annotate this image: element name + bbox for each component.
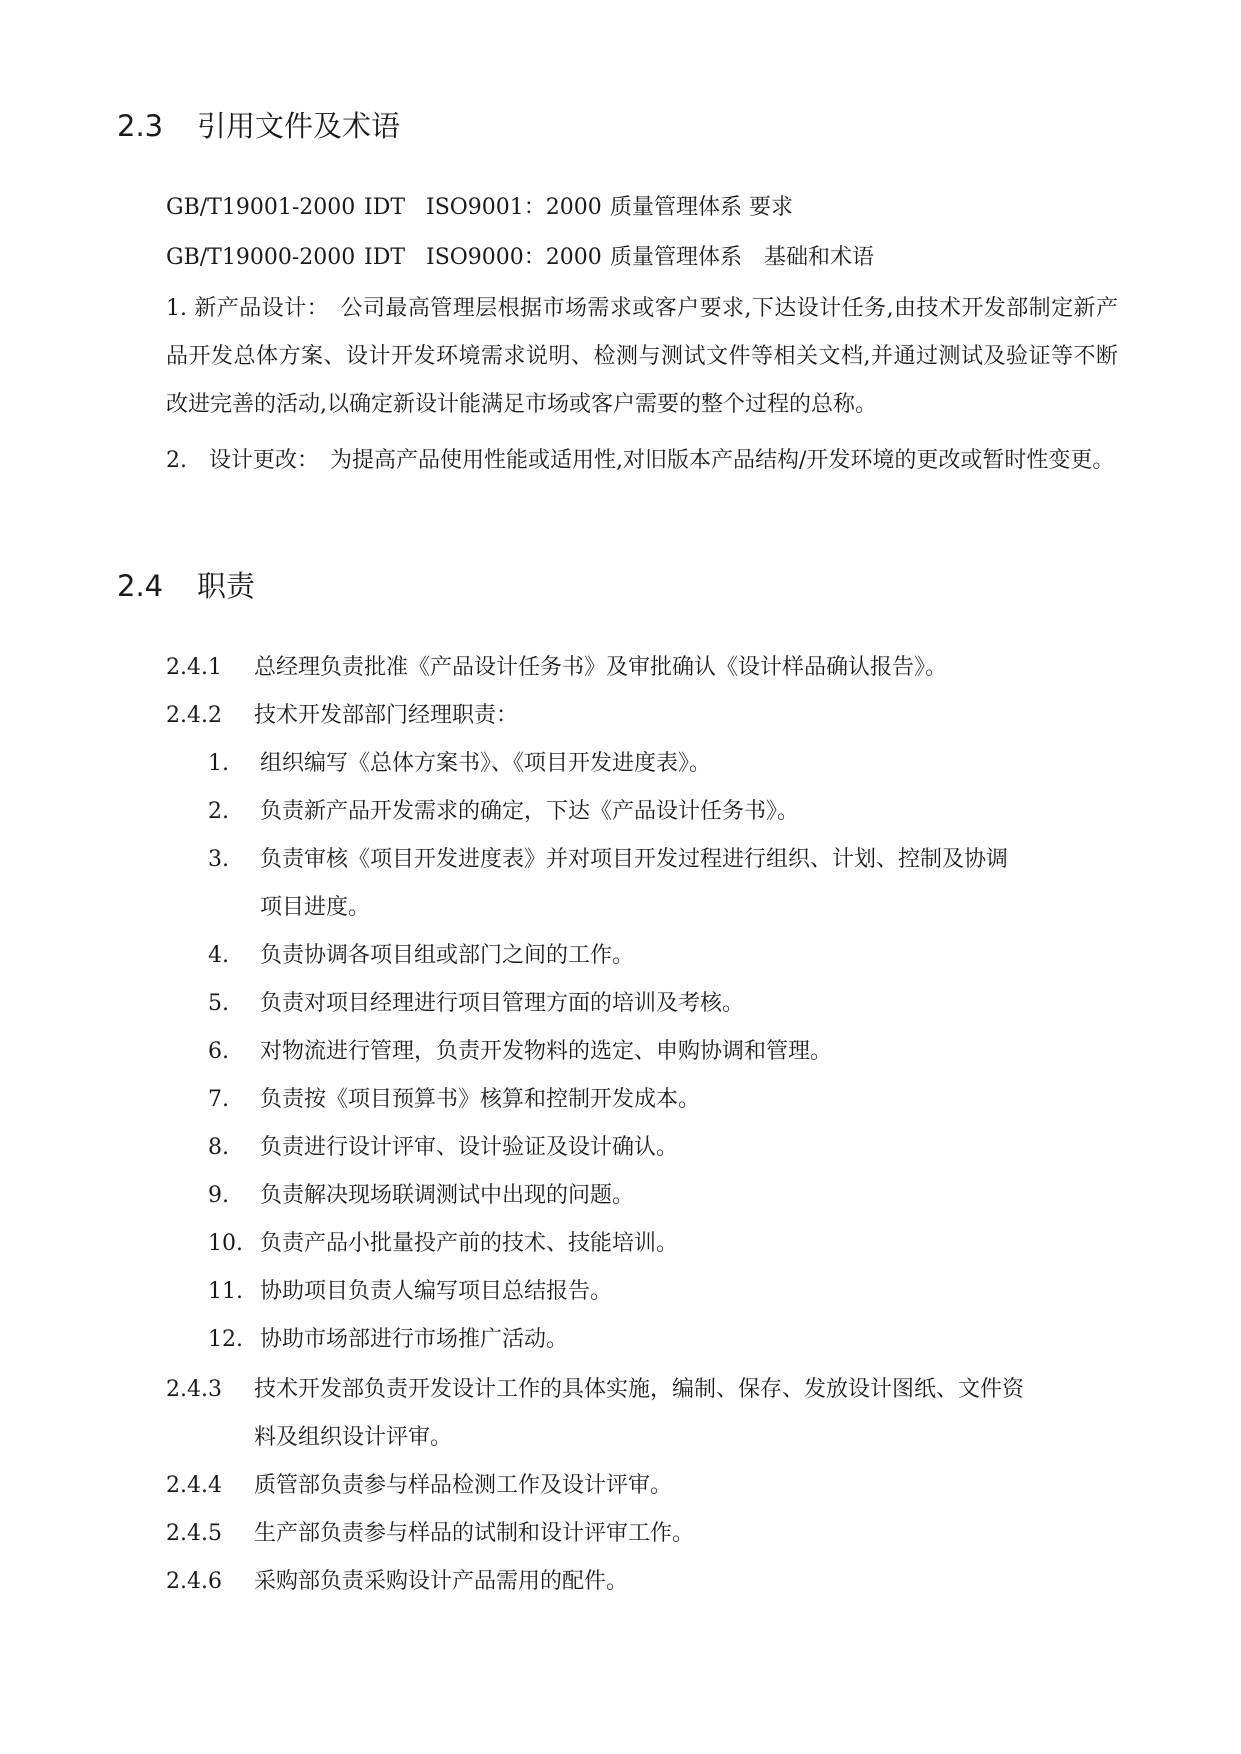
duty-list-item: [208, 797, 799, 827]
duty-text: 负责解决现场联调测试中出现的问题。: [260, 1183, 635, 1208]
section-title: 职责: [197, 569, 256, 603]
item-text: 技术开发部负责开发设计工作的具体实施，编制、保存、发放设计图纸、文件资: [254, 1377, 1025, 1402]
item-text: 生产部负责参与样品的试制和设计评审工作。: [254, 1521, 695, 1546]
duty-text: 组织编写《总体方案书》、《项目开发进度表》。: [260, 751, 712, 776]
item-number: 2.4.6: [166, 1569, 222, 1594]
item-number: 2.4.5: [166, 1521, 222, 1546]
responsibility-item: [166, 1375, 1024, 1405]
reference-line: [166, 243, 874, 273]
duty-text: 负责进行设计评审、设计验证及设计确认。: [260, 1135, 679, 1160]
duty-number: 5.: [208, 991, 229, 1016]
duty-number: 3.: [208, 847, 229, 872]
duty-list-item: [208, 749, 711, 779]
duty-list-item: [208, 1133, 678, 1163]
duty-number: 8.: [208, 1135, 229, 1160]
section-heading-2-3: [117, 108, 400, 144]
duty-list-item: [208, 1229, 678, 1259]
reference-name: 质量管理体系 要求: [610, 195, 793, 220]
duty-text: 负责协调各项目组或部门之间的工作。: [260, 943, 635, 968]
duty-text: 负责新产品开发需求的确定，下达《产品设计任务书》。: [260, 799, 800, 824]
duty-number: 12.: [208, 1327, 243, 1352]
section-title: 引用文件及术语: [197, 109, 401, 143]
duty-text: 协助市场部进行市场推广活动。: [260, 1327, 569, 1352]
duty-text: 协助项目负责人编写项目总结报告。: [260, 1279, 613, 1304]
duty-list-item: [208, 1277, 612, 1307]
responsibility-item: [166, 1471, 672, 1501]
duty-number: 4.: [208, 943, 229, 968]
item-text: 采购部负责采购设计产品需用的配件。: [254, 1569, 629, 1594]
duty-list-item: [208, 845, 1008, 875]
duty-list-item: [208, 1037, 832, 1067]
duty-list-item: [208, 989, 744, 1019]
reference-line: [166, 193, 793, 223]
reference-name: 质量管理体系 基础和术语: [610, 245, 875, 270]
responsibility-item: [166, 1567, 628, 1597]
section-number: 2.3: [117, 109, 164, 143]
item-number: 2.4.4: [166, 1473, 222, 1498]
duty-number: 9.: [208, 1183, 229, 1208]
reference-idt: IDT: [364, 195, 406, 220]
responsibility-item: [166, 1519, 694, 1549]
responsibility-item: [166, 653, 947, 683]
item-text-continuation: 料及组织设计评审。: [254, 1425, 453, 1450]
reference-idt: IDT: [364, 245, 406, 270]
item-number: 2.4.1: [166, 655, 222, 680]
item-text: 技术开发部部门经理职责：: [254, 703, 519, 728]
term-text: 1. 新产品设计： 公司最高管理层根据市场需求或客户要求,下达设计任务,由技术开发部制定新产品开发总体方案、设计开发环境需求说明、检测与测试文件等相关文档,并通过测试及验证等不断改进完善的活动,以确定新设计能满足市场或客户需要的整个过程的总称。: [166, 296, 1118, 417]
section-heading-2-4: [117, 568, 255, 604]
responsibility-item: [166, 701, 518, 731]
reference-iso: ISO9001：2000: [426, 195, 602, 220]
item-text: 总经理负责批准《产品设计任务书》及审批确认《设计样品确认报告》。: [254, 655, 948, 680]
item-number: 2.4.3: [166, 1377, 222, 1402]
duty-number: 1.: [208, 751, 229, 776]
reference-code: GB/T19001-2000: [166, 195, 356, 220]
duty-number: 2.: [208, 799, 229, 824]
duty-text: 对物流进行管理，负责开发物料的选定、申购协调和管理。: [260, 1039, 833, 1064]
section-number: 2.4: [117, 569, 164, 603]
duty-text: 负责对项目经理进行项目管理方面的培训及考核。: [260, 991, 745, 1016]
reference-iso: ISO9000：2000: [426, 245, 602, 270]
duty-text-continuation: 项目进度。: [260, 895, 371, 920]
term-definition-paragraph: [122, 285, 1118, 429]
duty-number: 6.: [208, 1039, 229, 1064]
duty-list-item: [208, 1181, 634, 1211]
duty-number: 7.: [208, 1087, 229, 1112]
duty-list-item: [208, 1325, 568, 1355]
duty-list-item: [208, 941, 634, 971]
term-definition-paragraph: [122, 437, 1118, 485]
duty-list-item: [208, 1085, 700, 1115]
reference-code: GB/T19000-2000: [166, 245, 356, 270]
duty-number: 11.: [208, 1279, 243, 1304]
term-text: 2. 设计更改： 为提高产品使用性能或适用性,对旧版本产品结构/开发环境的更改或暂时性变更。: [166, 448, 1115, 473]
duty-number: 10.: [208, 1231, 243, 1256]
duty-text: 负责审核《项目开发进度表》并对项目开发过程进行组织、计划、控制及协调: [260, 847, 1009, 872]
item-number: 2.4.2: [166, 703, 222, 728]
item-text: 质管部负责参与样品检测工作及设计评审。: [254, 1473, 673, 1498]
duty-text: 负责产品小批量投产前的技术、技能培训。: [260, 1231, 679, 1256]
duty-text: 负责按《项目预算书》核算和控制开发成本。: [260, 1087, 701, 1112]
